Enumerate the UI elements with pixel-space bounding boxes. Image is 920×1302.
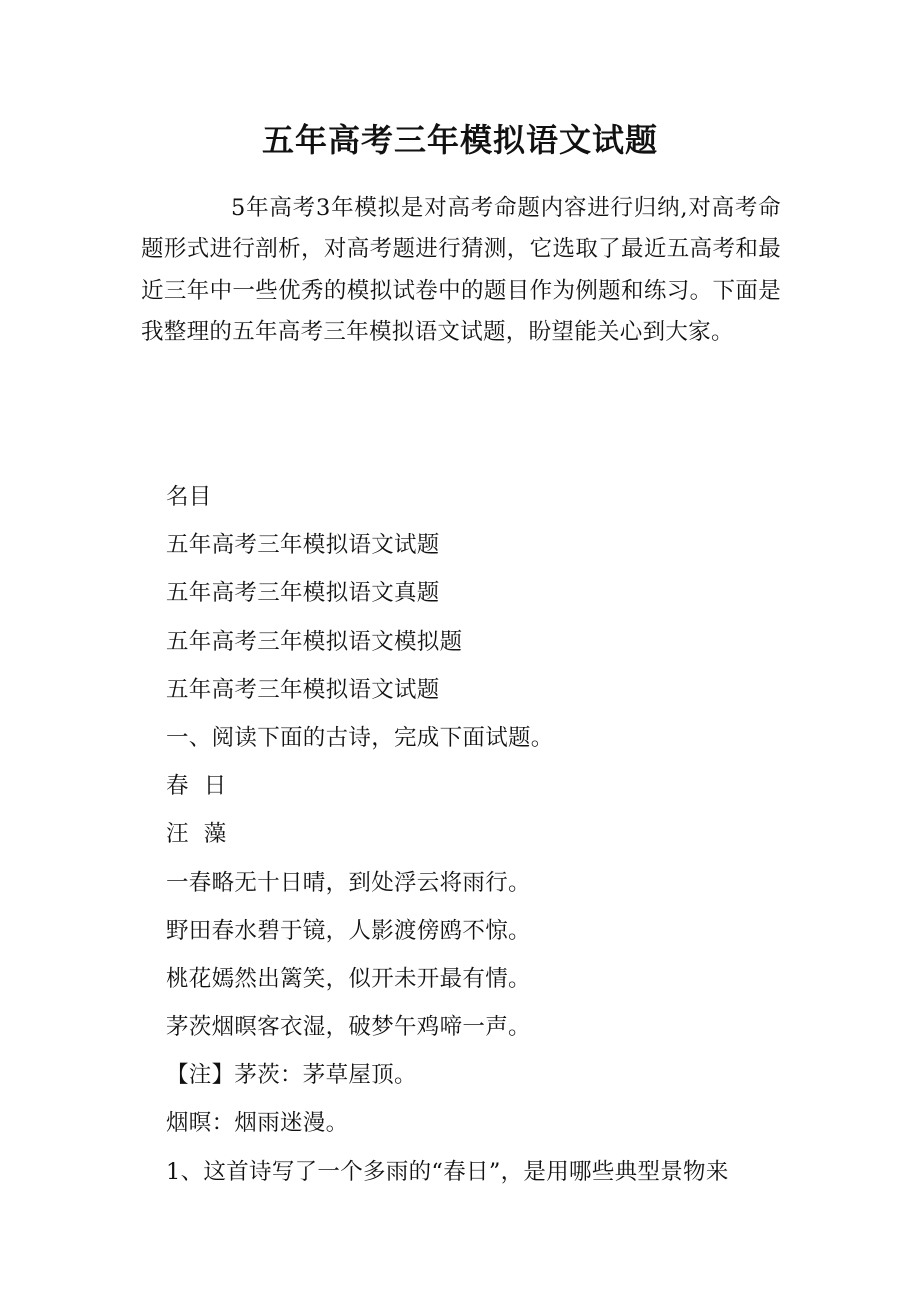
poem-title: 春 日	[166, 773, 227, 800]
poem-line: 桃花嫣然出篱笑，似开未开最有情。	[166, 965, 531, 992]
toc-item: 五年高考三年模拟语文模拟题	[166, 628, 463, 655]
toc-item: 五年高考三年模拟语文试题	[166, 532, 440, 559]
question-heading: 一、阅读下面的古诗，完成下面试题。	[166, 724, 554, 751]
question-item: 1、这首诗写了一个多雨的“春日”，是用哪些典型景物来	[166, 1158, 729, 1185]
document-title: 五年高考三年模拟语文试题	[261, 121, 658, 159]
toc-heading: 名目	[166, 484, 212, 510]
poem-note: 【注】茅茨：茅草屋顶。	[166, 1062, 417, 1089]
poem-line: 野田春水碧于镜，人影渡傍鸥不惊。	[166, 917, 531, 944]
poem-author: 汪 藻	[166, 821, 227, 848]
intro-paragraph: 5年高考3年模拟是对高考命题内容进行归纳,对高考命题形式进行剖析，对高考题进行猜测，它选取了最近五高考和最近三年中一些优秀的模拟试卷中的题目作为例题和练习。下面是我整理的五年高考三年模拟语文试题，盼望能关心到大家。	[141, 195, 781, 346]
toc-item: 五年高考三年模拟语文真题	[166, 580, 440, 607]
section-title: 五年高考三年模拟语文试题	[166, 676, 440, 703]
poem-line: 一春略无十日晴，到处浮云将雨行。	[166, 869, 531, 896]
document-body	[166, 473, 786, 1196]
poem-note: 烟暝：烟雨迷漫。	[166, 1110, 349, 1137]
poem-line: 茅茨烟暝客衣湿，破梦午鸡啼一声。	[166, 1014, 531, 1041]
